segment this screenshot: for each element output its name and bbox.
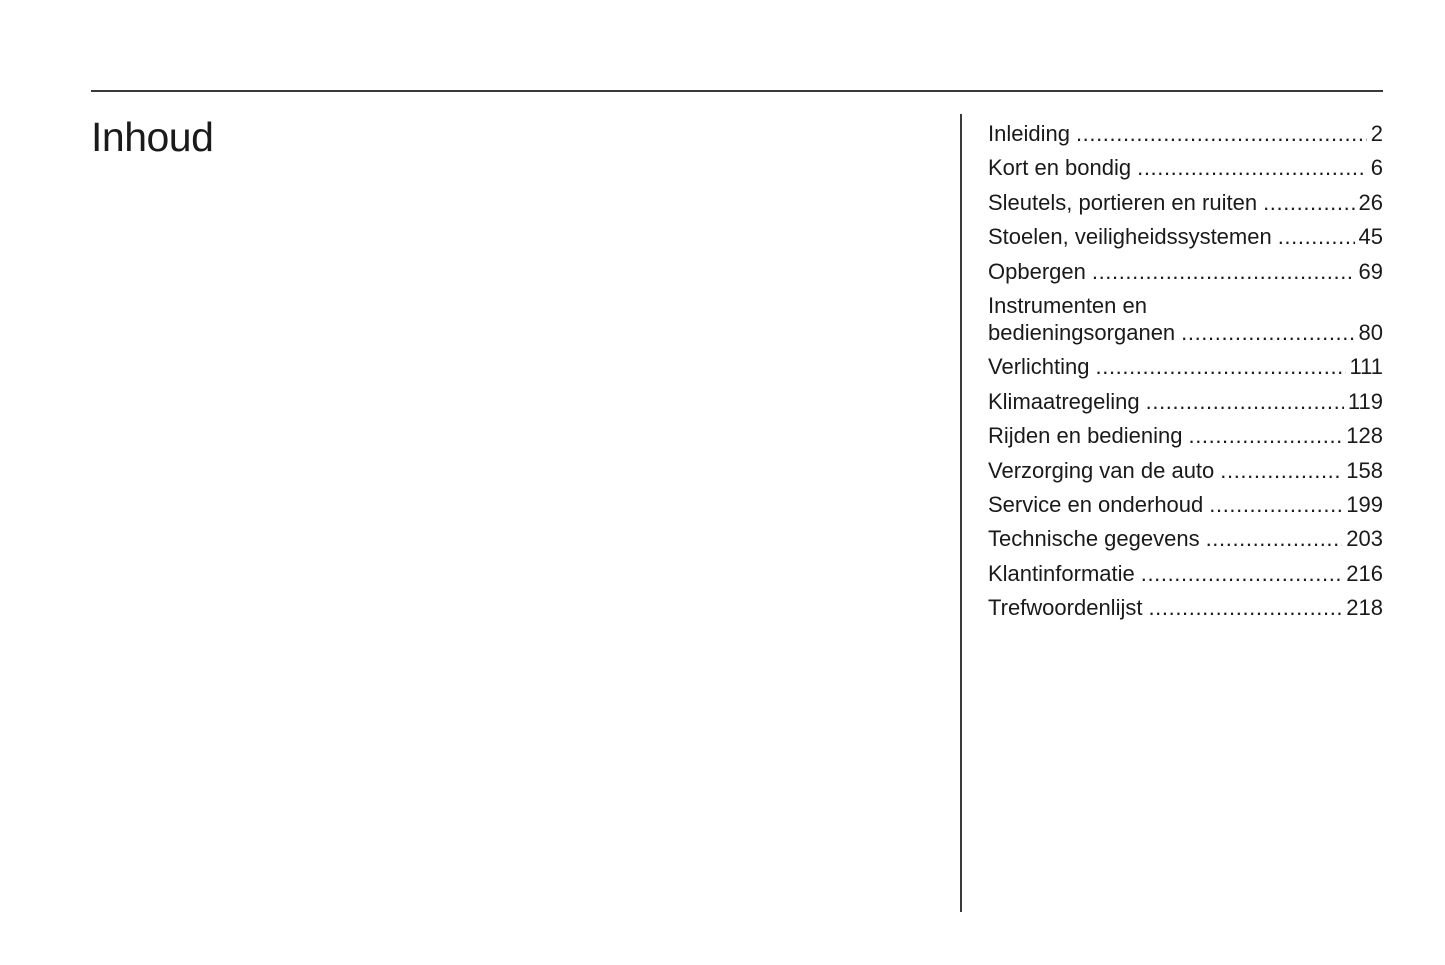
toc-entry-trefwoordenlijst[interactable] <box>988 594 1383 621</box>
toc-entry-sleutels[interactable] <box>988 189 1383 216</box>
toc-entry-page: 111 <box>1349 354 1383 380</box>
toc-dot-leader <box>1206 525 1343 552</box>
toc-entry-label-line1: Instrumenten en <box>988 292 1147 318</box>
toc-entry-verlichting[interactable] <box>988 353 1383 380</box>
top-divider <box>91 90 1383 92</box>
toc-dot-leader <box>1076 120 1367 147</box>
toc-entry-label: Verzorging van de auto <box>988 457 1215 483</box>
page-title: Inhoud <box>91 114 214 160</box>
toc-entry-verzorging[interactable] <box>988 457 1383 484</box>
toc-entry-inleiding[interactable] <box>988 120 1383 147</box>
toc-dot-leader <box>1096 353 1346 380</box>
toc-entry-page: 199 <box>1346 491 1383 517</box>
toc-entry-page: 2 <box>1370 121 1383 146</box>
toc-entry-technische-gegevens[interactable] <box>988 525 1383 552</box>
toc-dot-leader <box>1092 258 1355 285</box>
toc-entry-label: Rijden en bediening <box>988 423 1183 449</box>
toc-entry-page: 203 <box>1346 526 1383 552</box>
toc-entry-page: 158 <box>1346 457 1383 483</box>
toc-dot-leader <box>1148 594 1342 621</box>
toc-entry-rijden[interactable] <box>988 422 1383 449</box>
toc-entry-label: Klantinformatie <box>988 560 1135 586</box>
toc-entry-service[interactable] <box>988 491 1383 518</box>
toc-entry-label: Kort en bondig <box>988 155 1132 181</box>
toc-entry-label: Trefwoordenlijst <box>988 595 1143 621</box>
toc-dot-leader <box>1137 154 1367 181</box>
toc-entry-klimaatregeling[interactable] <box>988 388 1383 415</box>
toc-entry-page: 216 <box>1346 560 1383 586</box>
toc-entry-page: 218 <box>1346 595 1383 621</box>
toc-dot-leader <box>1278 223 1355 250</box>
toc-entry-page: 6 <box>1370 155 1383 181</box>
toc-dot-leader <box>1146 388 1344 415</box>
toc-entry-label: Klimaatregeling <box>988 388 1140 414</box>
toc-entry-label: Technische gegevens <box>988 526 1200 552</box>
toc-entry-label: bedieningsorganen <box>988 319 1176 345</box>
column-divider <box>960 114 962 912</box>
toc-dot-leader <box>1181 319 1354 346</box>
toc-entry-label: Inleiding <box>988 121 1070 146</box>
toc-entry-instrumenten[interactable] <box>988 292 1383 346</box>
toc-entry-page: 26 <box>1358 189 1383 215</box>
toc-dot-leader <box>1220 457 1342 484</box>
toc-entry-label: Service en onderhoud <box>988 491 1204 517</box>
toc-entry-page: 128 <box>1346 423 1383 449</box>
toc-dot-leader <box>1263 189 1354 216</box>
toc-entry-page: 69 <box>1358 258 1383 284</box>
toc-entry-page: 45 <box>1358 224 1383 250</box>
toc-entry-klantinformatie[interactable] <box>988 560 1383 587</box>
toc-entry-page: 80 <box>1358 319 1383 345</box>
toc-entry-stoelen[interactable] <box>988 223 1383 250</box>
toc-entry-label: Opbergen <box>988 258 1086 284</box>
toc-entry-label: Verlichting <box>988 354 1090 380</box>
toc-entry-label: Sleutels, portieren en ruiten <box>988 189 1258 215</box>
toc-dot-leader <box>1189 422 1343 449</box>
toc-dot-leader <box>1141 560 1343 587</box>
table-of-contents <box>988 120 1383 628</box>
toc-dot-leader <box>1209 491 1342 518</box>
toc-entry-page: 119 <box>1347 388 1383 414</box>
toc-entry-opbergen[interactable] <box>988 258 1383 285</box>
toc-entry-kort-en-bondig[interactable] <box>988 154 1383 181</box>
toc-entry-label: Stoelen, veiligheidssystemen <box>988 224 1272 250</box>
